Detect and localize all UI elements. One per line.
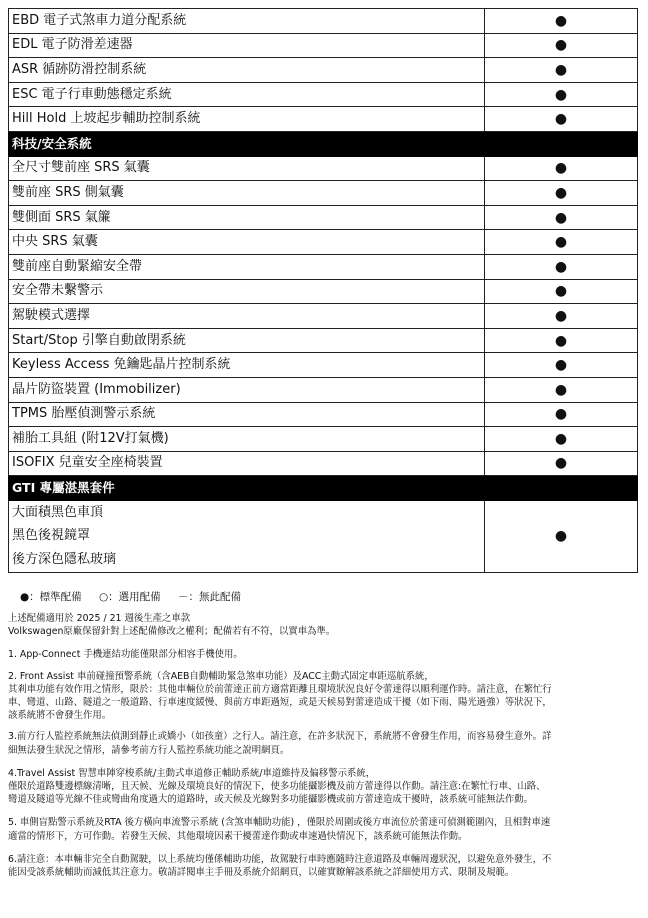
feature-name: 駕駛模式選擇 (9, 304, 485, 329)
standard-mark: ● (485, 402, 638, 427)
table-row (9, 328, 638, 353)
footnotes (8, 612, 636, 879)
feature-name: 大面積黑色車頂 (9, 500, 485, 524)
note-6-line: 6.請注意：本車輛非完全自動駕駛，以上系統均僅係輔助功能，故駕駛行車時應隨時注意道路及車輛周邊狀況，以避免意外發生，不 (8, 853, 552, 865)
feature-name: TPMS 胎壓偵測警示系統 (9, 402, 485, 427)
table-row (9, 156, 638, 181)
table-row (9, 9, 638, 34)
table-row (9, 205, 638, 230)
feature-name: 黑色後視鏡罩 (9, 524, 485, 548)
standard-mark: ● (485, 279, 638, 304)
applicability-note: 上述配備適用於 2025 / 21 週後生產之車款 (8, 613, 191, 624)
standard-mark: ● (485, 377, 638, 402)
standard-mark: ● (485, 156, 638, 181)
section-title: 科技/安全系統 (9, 131, 638, 156)
table-row (9, 451, 638, 476)
table-row (9, 500, 638, 524)
legend (20, 589, 255, 604)
feature-name: ISOFIX 兒童安全座椅裝置 (9, 451, 485, 476)
spec-table (8, 8, 638, 573)
standard-mark: ● (485, 427, 638, 452)
table-row (9, 377, 638, 402)
table-row (9, 524, 638, 548)
standard-mark: ● (485, 328, 638, 353)
standard-mark: ● (485, 58, 638, 83)
table-row (9, 279, 638, 304)
note-4-line: 彎道及隧道等光線不佳或彎曲角度過大的道路時，或天候及光線對多功能攝影機或前方蕾達造成干擾時，該系統可能無法作動。 (8, 794, 534, 806)
table-row (9, 304, 638, 329)
feature-name: 雙前座 SRS 側氣囊 (9, 181, 485, 206)
table-row (9, 402, 638, 427)
feature-name: 補胎工具組 (附12V打氣機) (9, 427, 485, 452)
feature-name: EBD 電子式煞車力道分配系統 (9, 9, 485, 34)
legend-standard: ●：標準配備 (20, 591, 82, 603)
standard-mark: ● (485, 181, 638, 206)
note-1: 1. App-Connect 手機連結功能僅限部分相容手機使用。 (8, 649, 243, 661)
feature-name: Hill Hold 上坡起步輔助控制系統 (9, 107, 485, 132)
standard-mark: ● (485, 33, 638, 58)
standard-mark: ● (485, 304, 638, 329)
standard-mark: ● (485, 107, 638, 132)
section-title: GTI 專屬湛黑套件 (9, 476, 638, 501)
note-6-line: 能因受該系統輔助而減低其注意力。敬請詳閱車主手冊及系統介紹網頁，以確實瞭解該系統之詳細使用方式、限制及規範。 (8, 867, 515, 879)
feature-name: 中央 SRS 氣囊 (9, 230, 485, 255)
feature-name: Keyless Access 免鑰匙晶片控制系統 (9, 353, 485, 378)
table-row (9, 33, 638, 58)
feature-name: 安全帶未繫警示 (9, 279, 485, 304)
note-3-line: 3.前方行人監控系統無法偵測到靜止或嬌小（如孩童）之行人。請注意，在許多狀況下，系統將不會發生作用，而容易發生意外。詳 (8, 731, 552, 743)
legend-none: －：無此配備 (178, 591, 242, 603)
note-2-line: 2. Front Assist 車前碰撞預警系統（含AEB自動輔助緊急煞車功能）及ACC主動式固定車距巡航系統， (8, 670, 434, 682)
standard-mark: ● (485, 524, 638, 548)
feature-name: 晶片防盜裝置 (Immobilizer) (9, 377, 485, 402)
rights-note: Volkswagen原廠保留針對上述配備修改之權利；配備若有不符，以實車為準。 (8, 626, 336, 638)
standard-mark: ● (485, 254, 638, 279)
feature-name: ASR 循跡防滑控制系統 (9, 58, 485, 83)
standard-mark (485, 500, 638, 524)
standard-mark: ● (485, 205, 638, 230)
feature-name: ESC 電子行車動態穩定系統 (9, 82, 485, 107)
standard-mark (485, 548, 638, 572)
feature-name: Start/Stop 引擎自動啟閉系統 (9, 328, 485, 353)
standard-mark: ● (485, 230, 638, 255)
legend-optional: ○：選用配備 (99, 591, 161, 603)
table-row (9, 58, 638, 83)
standard-mark: ● (485, 451, 638, 476)
note-2-line: 該系統將不會發生作用。 (8, 710, 112, 722)
note-4-line: 僅限於道路雙邊標線清晰，且天候、光線及環境良好的情況下，使多功能攝影機及前方蕾達得以作動。請注意:在繁忙行車、山路、 (8, 781, 546, 793)
table-row (9, 82, 638, 107)
standard-mark: ● (485, 82, 638, 107)
note-5-line: 適當的情形下，方可作動。若發生天候、其他環境因素干擾蕾達作動或車速過快情況下，該系統可能無法作動。 (8, 830, 468, 842)
section-header-gti (9, 476, 638, 501)
note-2-line: 車、彎道、山路、隧道之一般道路、行車速度緩慢、與前方車距過短，或是天候易對蕾達造成干擾（如下雨、陽光過強）等狀況下， (8, 697, 552, 709)
table-row (9, 353, 638, 378)
feature-name: 雙側面 SRS 氣簾 (9, 205, 485, 230)
section-header-safety (9, 131, 638, 156)
note-3-line: 細無法發生狀況之情形，請參考前方行人監控系統功能之說明網頁。 (8, 744, 290, 756)
standard-mark: ● (485, 353, 638, 378)
feature-name: 雙前座自動緊縮安全帶 (9, 254, 485, 279)
note-2-line: 其剎車功能有效作用之情形，限於：其他車輛位於前蕾達正前方適當距離且環境狀況良好令蕾達得以順利運作時。請注意，在繁忙行 (8, 683, 552, 695)
table-row (9, 181, 638, 206)
feature-name: 後方深色隱私玻璃 (9, 548, 485, 572)
table-row (9, 230, 638, 255)
table-row (9, 107, 638, 132)
table-row (9, 254, 638, 279)
feature-name: EDL 電子防滑差速器 (9, 33, 485, 58)
table-row (9, 427, 638, 452)
note-4-line: 4.Travel Assist 智慧車陣穿梭系統/主動式車道修正輔助系統/車道維持及偏移警示系統， (8, 767, 376, 779)
standard-mark: ● (485, 9, 638, 34)
table-row (9, 548, 638, 572)
note-5-line: 5. 車側盲點警示系統及RTA 後方橫向車流警示系統 (含煞車輔助功能) ，僅限於周圍或後方車流位於蕾達可偵測範圍內，且相對車速 (8, 817, 551, 829)
feature-name: 全尺寸雙前座 SRS 氣囊 (9, 156, 485, 181)
